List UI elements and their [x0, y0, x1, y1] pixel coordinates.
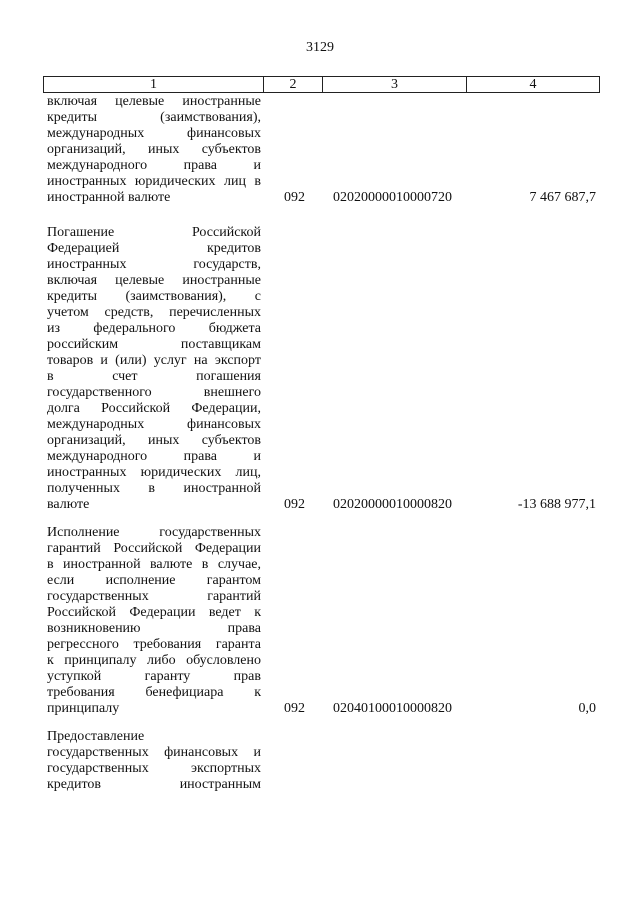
table-row	[0, 525, 640, 717]
column-header-3: 3	[323, 77, 467, 93]
description-line: товаров и (или) услуг на экспорт	[47, 353, 261, 368]
description-line: из федерального бюджета	[47, 321, 261, 336]
description-line: уступкой гаранту прав	[47, 669, 261, 684]
amount: 0,0	[578, 701, 596, 716]
description-line: государственных гарантий	[47, 589, 261, 604]
table-row	[0, 94, 640, 206]
table-row	[0, 729, 640, 793]
budget-classification-code: 02040100010000820	[333, 701, 452, 716]
description-line: государственных экспортных	[47, 761, 261, 776]
column-header-1: 1	[44, 77, 264, 93]
description-line: международных финансовых	[47, 417, 261, 432]
description-line: организаций, иных субъектов	[47, 433, 261, 448]
description-line: полученных в иностранной	[47, 481, 261, 496]
description-line: кредиты (заимствования), с	[47, 289, 261, 304]
amount: -13 688 977,1	[517, 497, 596, 512]
description-line: включая целевые иностранные	[47, 94, 261, 109]
description-line: международных финансовых	[47, 126, 261, 141]
description-line: государственных финансовых и	[47, 745, 261, 760]
description-line: государственного внешнего	[47, 385, 261, 400]
description-line: учетом средств, перечисленных	[47, 305, 261, 320]
row-description	[47, 525, 261, 717]
column-header-4: 4	[467, 77, 600, 93]
description-line: валюте	[47, 497, 90, 512]
page-number: 3129	[306, 40, 334, 55]
column-header-row	[44, 77, 600, 93]
description-line: требования бенефициара к	[47, 685, 261, 700]
budget-classification-code: 02020000010000820	[333, 497, 452, 512]
row-description	[47, 94, 261, 206]
description-line: российским поставщикам	[47, 337, 261, 352]
admin-code: 092	[284, 497, 305, 512]
row-description	[47, 729, 261, 793]
description-line: возникновению права	[47, 621, 261, 636]
description-line: если исполнение гарантом	[47, 573, 261, 588]
description-line: международного права и	[47, 158, 261, 173]
table-row	[0, 225, 640, 513]
description-line: организаций, иных субъектов	[47, 142, 261, 157]
description-line: Предоставление	[47, 729, 145, 744]
description-line: принципалу	[47, 701, 120, 716]
description-line: регрессного требования гаранта	[47, 637, 261, 652]
description-line: иностранных юридических лиц в	[47, 174, 261, 189]
description-line: в иностранной валюте в случае,	[47, 557, 261, 572]
amount: 7 467 687,7	[529, 190, 596, 205]
description-line: международного права и	[47, 449, 261, 464]
description-line: гарантий Российской Федерации	[47, 541, 261, 556]
description-line: включая целевые иностранные	[47, 273, 261, 288]
description-line: иностранных государств,	[47, 257, 261, 272]
admin-code: 092	[284, 701, 305, 716]
description-line: Федерацией кредитов	[47, 241, 261, 256]
budget-classification-code: 02020000010000720	[333, 190, 452, 205]
column-header-table	[43, 76, 600, 93]
description-line: иностранной валюте	[47, 190, 171, 205]
table-body	[0, 94, 640, 793]
description-line: Погашение Российской	[47, 225, 261, 240]
description-line: к принципалу либо обусловлено	[47, 653, 261, 668]
admin-code: 092	[284, 190, 305, 205]
description-line: Российской Федерации ведет к	[47, 605, 261, 620]
row-description	[47, 225, 261, 513]
description-line: кредитов иностранным	[47, 777, 261, 792]
description-line: иностранных юридических лиц,	[47, 465, 261, 480]
column-header-2: 2	[264, 77, 323, 93]
description-line: долга Российской Федерации,	[47, 401, 261, 416]
description-line: Исполнение государственных	[47, 525, 261, 540]
description-line: кредиты (заимствования),	[47, 110, 261, 125]
description-line: в счет погашения	[47, 369, 261, 384]
